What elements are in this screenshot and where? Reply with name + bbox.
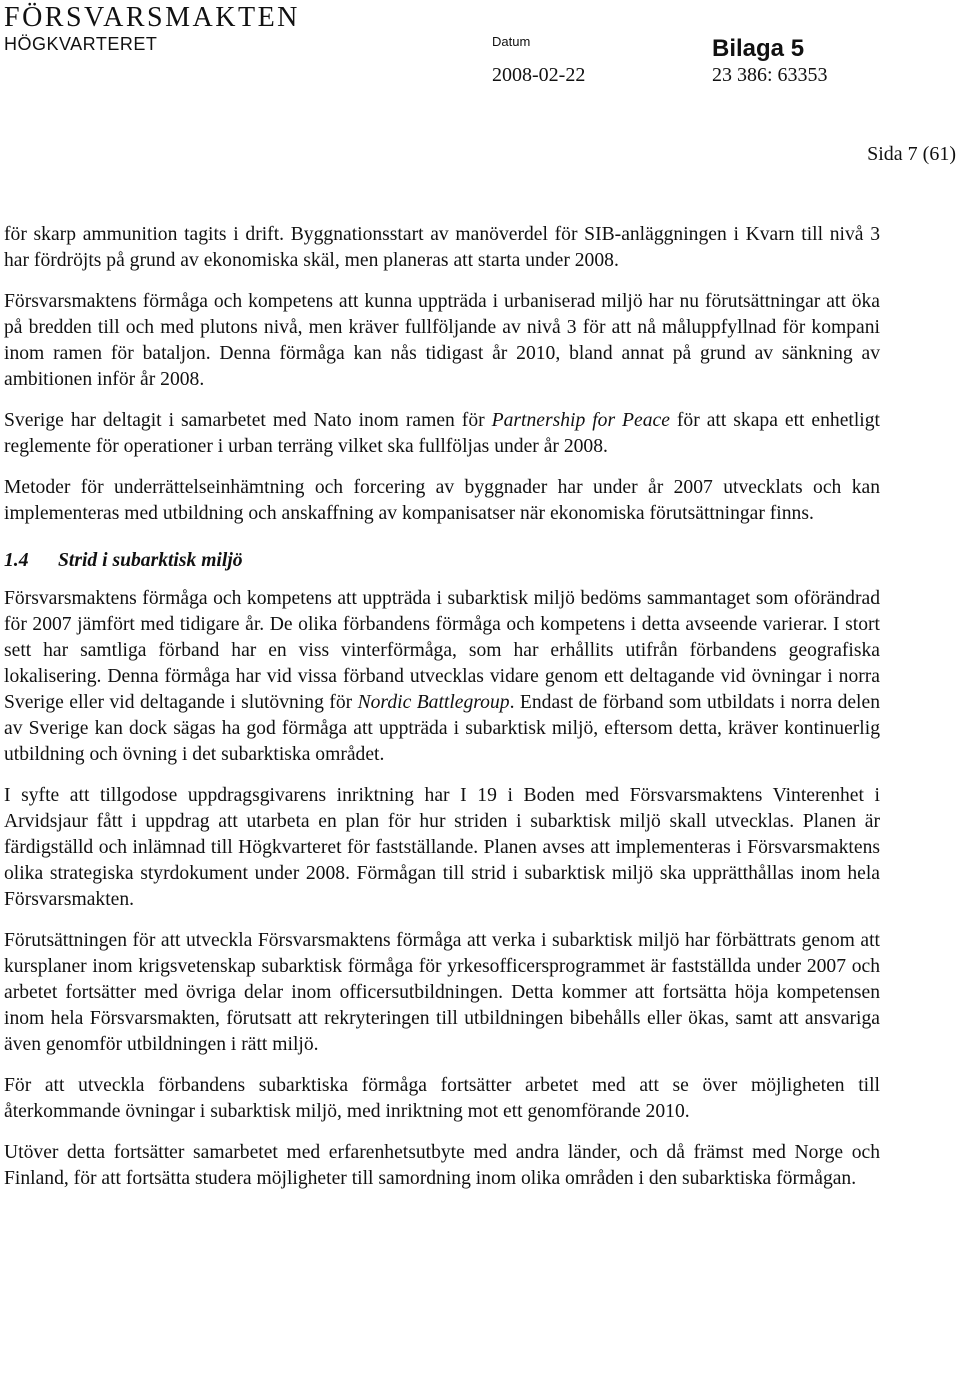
paragraph-5-text-start: Försvarsmaktens förmåga och kompetens att uppträda i subarktisk miljö bedöms sammantaget som oförändrad för 2007 jämfört med tidigare år. De olika förbandens förmåga och kompetens i detta avseende varierar. I stort sett har samtliga förband har en viss vinterförmåga, som har erhållits utifrån förbandens geografiska lokalisering. Denna förmåga har vid vissa förband utvecklas vidare genom ett deltagande vid övningar i norra Sverige eller vid deltagande i slutövning för (4, 588, 880, 713)
date-label: Datum (492, 34, 531, 49)
document-date: 2008-02-22 (492, 64, 586, 86)
section-heading (4, 548, 880, 574)
paragraph-5-text-end: . Endast de förband som utbildats i norra delen av Sverige kan dock sägas ha god förmåga att uppträda i subarktisk miljö, eftersom detta, kräver kontinuerlig utbildning och övning i det subarktiska området. (4, 692, 880, 765)
paragraph-3-text-end: för att skapa ett enhetligt reglemente för operationer i urban terräng vilket ska fullföljas under år 2008. (4, 410, 880, 457)
section-title: Strid i subarktisk miljö (58, 550, 243, 571)
document-number: 23 386: 63353 (712, 64, 828, 86)
paragraph-4: Metoder för underrättelseinhämtning och forcering av byggnader har under år 2007 utvecklats och kan implementeras med utbildning och anskaffning av kompanisatser när ekonomiska förutsättningar finns. (4, 477, 880, 524)
paragraph-5 (4, 586, 880, 768)
paragraph-1: för skarp ammunition tagits i drift. Byggnationsstart av manöverdel för SIB-anläggningen i Kvarn till nivå 3 har fördröjts på grund av ekonomiska skäl, men planeras att starta under 2008. (4, 224, 880, 271)
document-body (4, 222, 880, 1207)
paragraph-7: Förutsättningen för att utveckla Försvarsmaktens förmåga att verka i subarktisk miljö har förbättrats genom att kursplaner inom krigsvetenskap subarktisk förmåga för yrkesofficersprogrammet är fastställda under 2007 och arbetet fortsätter med övriga delar inom officersutbildningen. Detta kommer att fortsätta höja kompetensen inom hela Försvarsmakten, förutsatt att rekryteringen till utbildningen bibehålls eller ökas, samt att ansvariga även genomför utbildningen i rätt miljö. (4, 930, 880, 1055)
partnership-for-peace-emphasis: Partnership for Peace (491, 410, 670, 431)
paragraph-3 (4, 408, 880, 460)
department-name: HÖGKVARTERET (4, 34, 158, 54)
organization-name: FÖRSVARSMAKTEN (4, 2, 300, 33)
paragraph-6: I syfte att tillgodose uppdragsgivarens inriktning har I 19 i Boden med Försvarsmaktens Vinterenhet i Arvidsjaur fått i uppdrag att utarbeta en plan för hur striden i subarktisk miljö skall utvecklas. Planen är färdigställd och inlämnad till Högkvarteret för fastställande. Planen avses att implementeras i Försvarsmaktens olika strategiska styrdokument under 2008. Förmågan till strid i subarktisk miljö ska upprätthållas inom hela Försvarsmakten. (4, 785, 880, 910)
annex-title: Bilaga 5 (712, 35, 805, 62)
paragraph-3-text-start: Sverige har deltagit i samarbetet med Nato inom ramen för (4, 410, 492, 431)
nordic-battlegroup-emphasis: Nordic Battlegroup (357, 692, 510, 713)
paragraph-9: Utöver detta fortsätter samarbetet med erfarenhetsutbyte med andra länder, och då främst med Norge och Finland, för att fortsätta studera möjligheter till samordning inom olika områden i den subarktiska förmågan. (4, 1142, 880, 1189)
paragraph-8: För att utveckla förbandens subarktiska förmåga fortsätter arbetet med att se över möjligheten till återkommande övningar i subarktisk miljö, med inriktning mot ett genomförande 2010. (4, 1075, 880, 1122)
section-number: 1.4 (4, 550, 29, 571)
paragraph-2: Försvarsmaktens förmåga och kompetens att kunna uppträda i urbaniserad miljö har nu förutsättningar att öka på bredden till och med plutons nivå, men kräver fullföljande av nivå 3 för att nå måluppfyllnad för kompani inom ramen för bataljon. Denna förmåga kan nås tidigast år 2010, bland annat på grund av sänkning av ambitionen inför år 2008. (4, 291, 880, 390)
page-number: Sida 7 (61) (867, 143, 956, 165)
